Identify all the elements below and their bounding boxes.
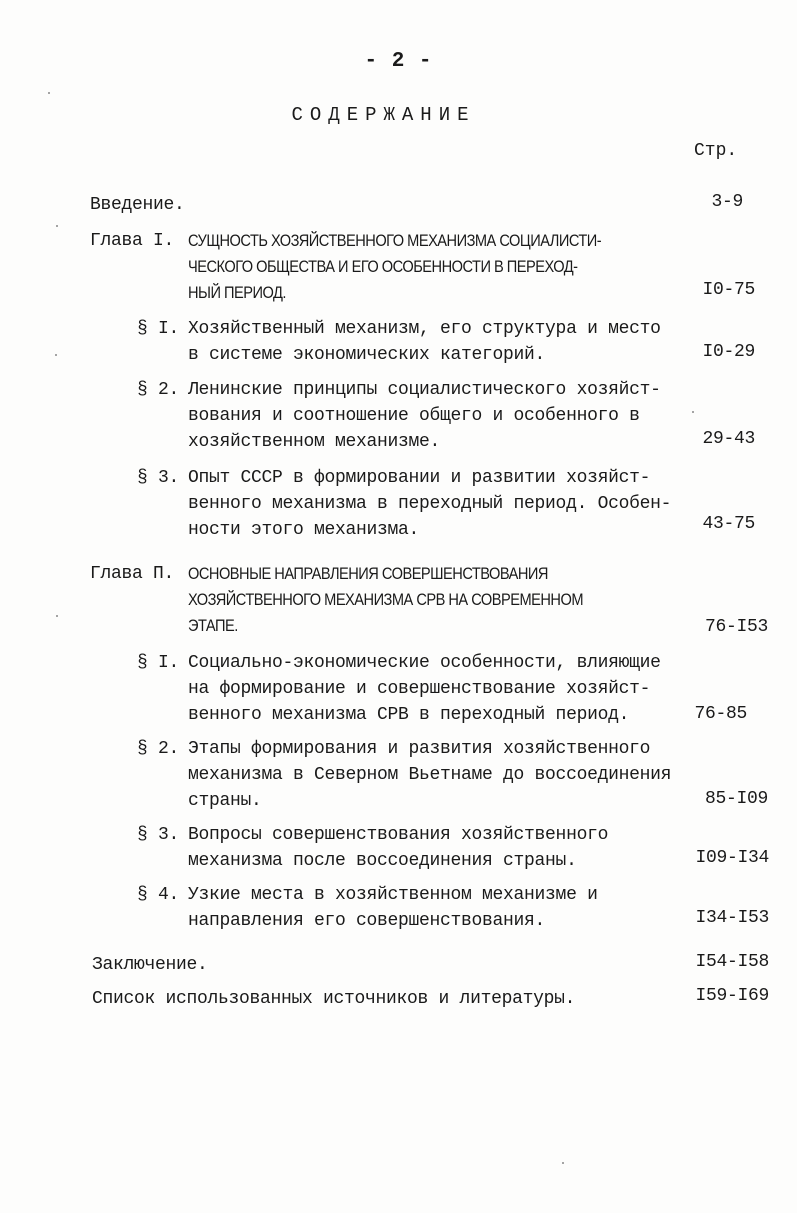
chapter-1-title-line: СУЩНОСТЬ ХОЗЯЙСТВЕННОГО МЕХАНИЗМА СОЦИАЛИСТИ- — [188, 231, 602, 250]
section-2-2-line: Этапы формирования и развития хозяйственного — [188, 739, 651, 759]
section-2-4-number: § 4. — [137, 885, 180, 905]
section-1-3-line: Опыт СССР в формировании и развитии хозяйст- — [188, 468, 651, 488]
section-2-4-line: направления его совершенствования. — [188, 911, 546, 931]
chapter-2-prefix: Глава П. — [90, 564, 175, 584]
pages-column-header: Стр. — [694, 141, 738, 161]
page-title: СОДЕРЖАНИЕ — [291, 104, 476, 126]
section-1-1-line: в системе экономических категорий. — [188, 345, 546, 365]
chapter-1-prefix: Глава I. — [90, 231, 175, 251]
section-2-3-line: Вопросы совершенствования хозяйственного — [188, 825, 609, 845]
section-2-3-pages: I09-I34 — [695, 848, 769, 868]
toc-sources-label: Список использованных источников и литературы. — [92, 989, 576, 1009]
section-1-2-line: вования и соотношение общего и особенного в — [188, 406, 640, 426]
section-1-3-line: ности этого механизма. — [188, 520, 420, 540]
section-1-3-line: венного механизма в переходный период. Особен- — [188, 494, 672, 514]
section-2-4-line: Узкие места в хозяйственном механизме и — [188, 885, 598, 905]
toc-sources-pages: I59-I69 — [695, 986, 769, 1006]
section-2-1-number: § I. — [137, 653, 180, 673]
scan-speck — [562, 1162, 564, 1164]
toc-conclusion-label: Заключение. — [92, 955, 208, 975]
section-1-1-line: Хозяйственный механизм, его структура и место — [188, 319, 661, 339]
section-2-2-pages: 85-I09 — [704, 789, 768, 809]
section-2-2-line: страны. — [188, 791, 262, 811]
chapter-1-title-line: НЫЙ ПЕРИОД. — [188, 283, 286, 302]
section-1-2-line: Ленинские принципы социалистического хозяйст- — [188, 380, 661, 400]
chapter-2-title-line: ОСНОВНЫЕ НАПРАВЛЕНИЯ СОВЕРШЕНСТВОВАНИЯ — [188, 564, 548, 583]
chapter-1-pages: I0-75 — [702, 280, 755, 300]
chapter-2-title-line: ЭТАПЕ. — [188, 616, 238, 635]
toc-intro-label: Введение. — [90, 195, 185, 215]
page-number: - 2 - — [364, 50, 433, 73]
toc-intro-pages: 3-9 — [711, 192, 743, 212]
toc-conclusion-pages: I54-I58 — [695, 952, 769, 972]
section-2-1-pages: 76-85 — [694, 704, 747, 724]
section-1-1-pages: I0-29 — [702, 342, 755, 362]
scan-speck — [56, 225, 58, 227]
section-1-2-pages: 29-43 — [702, 429, 755, 449]
scan-speck — [692, 411, 694, 413]
section-1-1-number: § I. — [137, 319, 180, 339]
section-1-3-pages: 43-75 — [702, 514, 755, 534]
chapter-1-title-line: ЧЕСКОГО ОБЩЕСТВА И ЕГО ОСОБЕННОСТИ В ПЕРЕХОД- — [188, 257, 578, 276]
scan-speck — [48, 92, 50, 94]
section-2-2-number: § 2. — [137, 739, 180, 759]
section-1-2-line: хозяйственном механизме. — [188, 432, 441, 452]
chapter-2-title-line: ХОЗЯЙСТВЕННОГО МЕХАНИЗМА СРВ НА СОВРЕМЕННОМ — [188, 590, 583, 609]
section-2-1-line: Социально-экономические особенности, влияющие — [188, 653, 661, 673]
scan-speck — [56, 615, 58, 617]
scan-speck — [55, 354, 57, 356]
section-1-3-number: § 3. — [137, 468, 180, 488]
section-1-2-number: § 2. — [137, 380, 180, 400]
section-2-2-line: механизма в Северном Вьетнаме до воссоединения — [188, 765, 672, 785]
section-2-4-pages: I34-I53 — [695, 908, 769, 928]
chapter-2-pages: 76-I53 — [704, 617, 768, 637]
section-2-1-line: на формирование и совершенствование хозяйст- — [188, 679, 651, 699]
section-2-1-line: венного механизма СРВ в переходный период. — [188, 705, 630, 725]
section-2-3-number: § 3. — [137, 825, 180, 845]
section-2-3-line: механизма после воссоединения страны. — [188, 851, 577, 871]
